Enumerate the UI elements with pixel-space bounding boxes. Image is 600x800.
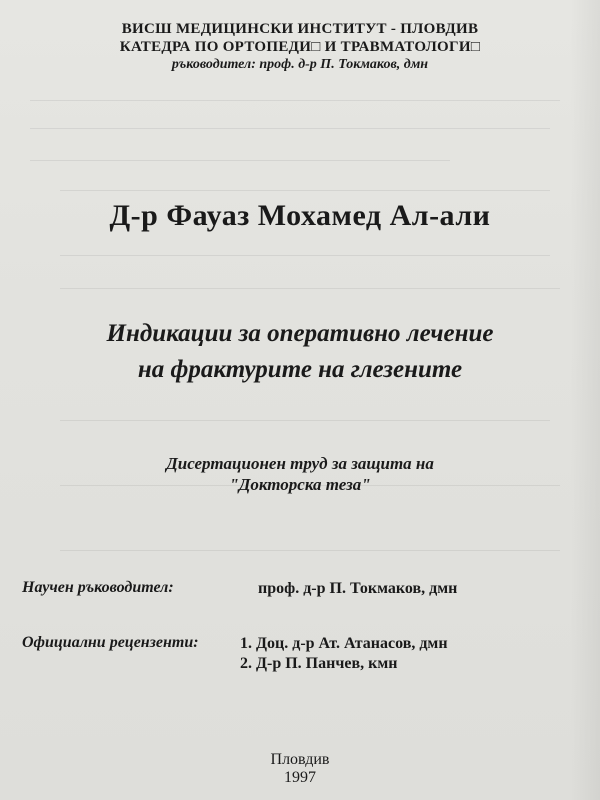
publication-year: 1997	[284, 769, 316, 786]
institution-header	[0, 20, 600, 74]
title-line-2: на фрактурите на глезените	[137, 356, 463, 383]
reviewer-2: 2. Д-р П. Панчев, кмн	[240, 655, 398, 672]
department-head: ръководител: проф. д-р П. Токмаков, дмн	[171, 57, 429, 72]
reviewer-1: 1. Доц. д-р Ат. Атанасов, дмн	[240, 635, 448, 652]
reviewers-label: Официални рецензенти:	[22, 634, 199, 651]
department-name: КАТЕДРА ПО ОРТОПЕДИ□ И ТРАВМАТОЛОГИ□	[119, 39, 481, 55]
subtitle-line-1: Дисертационен труд за защита на	[166, 454, 434, 473]
title-line-1: Индикации за оперативно лечение	[106, 320, 494, 347]
supervisor-name: проф. д-р П. Токмаков, дмн	[258, 580, 458, 597]
supervisor-label: Научен ръководител:	[22, 579, 174, 596]
dissertation-subtitle	[0, 453, 600, 495]
reviewers-list	[240, 634, 448, 674]
author-name: Д-р Фауаз Мохамед Ал-али	[109, 199, 491, 232]
subtitle-line-2: "Докторска теза"	[229, 475, 371, 494]
institute-name: ВИСШ МЕДИЦИНСКИ ИНСТИТУТ - ПЛОВДИВ	[121, 21, 479, 37]
dissertation-title	[0, 316, 600, 388]
publication-city: Пловдив	[270, 751, 330, 768]
publication-footer	[0, 751, 600, 787]
